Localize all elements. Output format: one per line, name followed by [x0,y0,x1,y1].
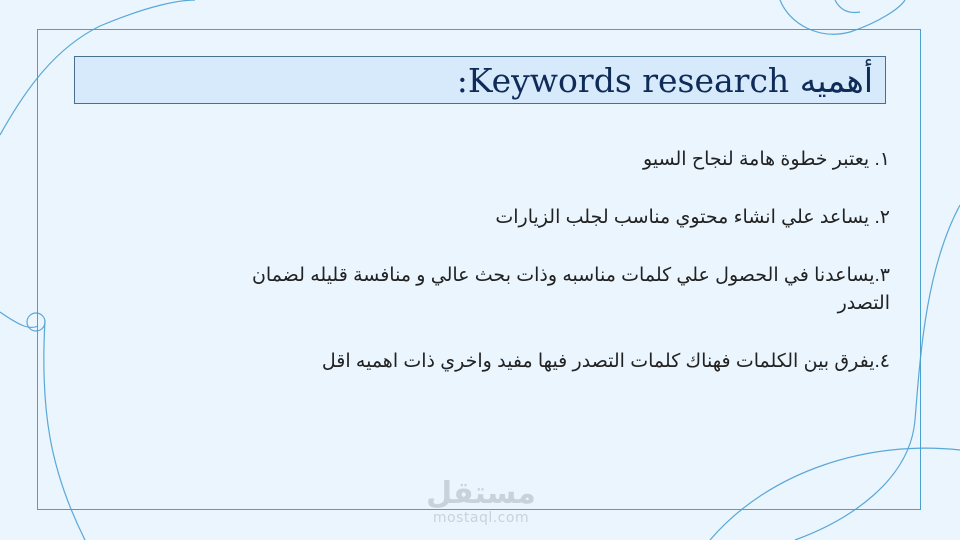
item-list [240,146,890,376]
title-box [74,56,886,104]
list-item: ٤.يفرق بين الكلمات فهناك كلمات التصدر فيها مفيد واخري ذات اهميه اقل [321,351,890,372]
list-item: ٣.يساعدنا في الحصول علي كلمات مناسبه وذات بحث عالي و منافسة قليله لضمان التصدر [251,265,890,314]
watermark-url: mostaql.com [432,510,530,526]
list-item: ٢. يساعد علي انشاء محتوي مناسب لجلب الزيارات [495,207,890,228]
top-right-small-curve [835,0,860,13]
watermark-logo: مستقل [426,476,536,511]
list-item: ١. يعتبر خطوة هامة لنجاح السيو [643,149,890,170]
watermark [424,478,538,526]
slide-title: أهميه Keywords research: [456,60,873,100]
